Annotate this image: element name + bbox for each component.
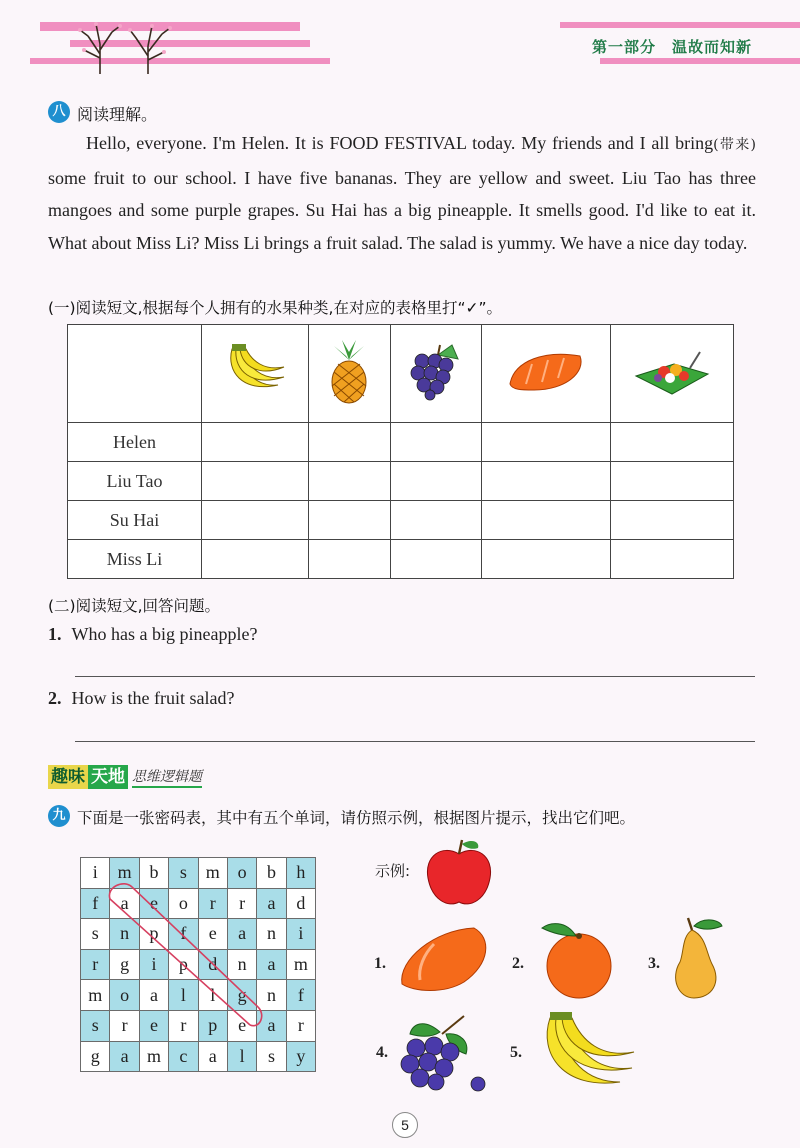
example-label: 示例: [375,862,411,880]
check-cell[interactable] [610,462,733,501]
grid-cell[interactable]: r [227,888,256,919]
grid-cell[interactable]: i [286,919,315,950]
table-header-cell [610,325,733,423]
check-cell[interactable] [202,462,309,501]
picture-number: 5. [510,1044,522,1061]
grid-cell[interactable]: f [81,888,110,919]
check-cell[interactable] [309,462,390,501]
row-name: Liu Tao [68,462,202,501]
grid-row [81,1010,316,1041]
check-cell[interactable] [390,501,481,540]
grid-cell[interactable]: a [257,949,286,980]
grid-cell[interactable]: b [257,858,286,889]
fruit-salad-icon [634,346,710,396]
table-row [68,501,734,540]
question-number: 1. [48,624,62,644]
check-cell[interactable] [309,423,390,462]
grid-cell[interactable]: d [198,949,227,980]
check-cell[interactable] [610,423,733,462]
grid-cell[interactable]: s [81,1010,110,1041]
question-2 [48,688,234,709]
grapes-icon [394,1012,494,1094]
picture-number: 1. [374,955,386,972]
grid-cell[interactable]: a [139,980,168,1011]
grid-cell[interactable]: p [169,949,198,980]
section-title: 阅读理解。 [77,105,158,124]
mango-icon [506,346,586,396]
word-grid [80,857,316,1072]
passage-text: Hello, everyone. I'm Helen. It is FOOD FESTIVAL today. My friends and I all bring [86,133,714,153]
grid-row [81,1041,316,1072]
fruit-table [67,324,734,579]
table-corner-cell [68,325,202,423]
banana-icon [222,341,288,401]
table-header-cell [309,325,390,423]
picture-number: 4. [376,1044,388,1061]
grid-cell[interactable]: m [198,858,227,889]
grid-cell[interactable]: r [169,1010,198,1041]
table-header-cell [202,325,309,423]
part2-instruction: (二)阅读短文,回答问题。 [48,597,221,615]
table-header-cell [481,325,610,423]
grid-cell[interactable]: l [227,1041,256,1072]
check-cell[interactable] [481,462,610,501]
check-cell[interactable] [610,501,733,540]
grid-cell[interactable]: g [110,949,139,980]
question-number: 2. [48,688,62,708]
pineapple-icon [324,338,374,404]
picture-number: 3. [648,955,660,972]
section-badge: 九 [48,805,70,827]
part1-instruction: (一)阅读短文,根据每个人拥有的水果种类,在对应的表格里打“✓”。 [48,299,502,317]
grid-cell[interactable]: a [257,888,286,919]
grid-cell[interactable]: f [169,919,198,950]
grid-cell[interactable]: p [198,1010,227,1041]
fun-label-b: 天地 [88,765,128,789]
grid-cell[interactable]: n [110,919,139,950]
check-cell[interactable] [202,501,309,540]
check-cell[interactable] [309,501,390,540]
grid-row [81,858,316,889]
page-header [0,0,800,78]
row-name: Miss Li [68,540,202,579]
question-text: How is the fruit salad? [71,688,235,708]
grid-cell[interactable]: y [286,1041,315,1072]
table-row [68,462,734,501]
picture-number: 2. [512,955,524,972]
grid-cell[interactable]: f [286,980,315,1011]
grid-cell[interactable]: c [169,1041,198,1072]
grid-cell[interactable]: m [81,980,110,1011]
row-name: Helen [68,423,202,462]
reading-passage [48,127,756,259]
grid-cell[interactable]: s [257,1041,286,1072]
grid-cell[interactable]: r [286,1010,315,1041]
section-title: 下面是一张密码表，其中有五个单词，请仿照示例，根据图片提示，找出它们吧。 [77,809,636,827]
check-cell[interactable] [481,501,610,540]
grid-cell[interactable]: o [110,980,139,1011]
check-cell[interactable] [610,540,733,579]
grid-cell[interactable]: r [198,888,227,919]
mango-icon [394,924,494,994]
grid-cell[interactable]: a [110,888,139,919]
grid-cell[interactable]: s [81,919,110,950]
grid-cell[interactable]: l [198,980,227,1011]
grid-cell[interactable]: n [227,949,256,980]
grid-cell[interactable]: o [227,858,256,889]
grid-row [81,919,316,950]
grid-cell[interactable]: a [257,1010,286,1041]
table-row [68,540,734,579]
grid-cell[interactable]: a [198,1041,227,1072]
grid-cell[interactable]: n [257,980,286,1011]
passage-text: some fruit to our school. I have five bananas. They are yellow and sweet. Liu Tao has three mangoes and some purple grapes. Su Hai has a big pineapple. It smells good. I'd like to eat it. What about Miss Li? Miss Li brings a fruit salad. The salad is yummy. We have a nice day today. [48,167,756,253]
table-header-cell [390,325,481,423]
question-text: Who has a big pineapple? [71,624,258,644]
grapes-icon [408,341,464,401]
check-cell[interactable] [390,462,481,501]
grid-cell[interactable]: g [81,1041,110,1072]
row-name: Su Hai [68,501,202,540]
grid-row [81,949,316,980]
grid-cell[interactable]: m [110,858,139,889]
grid-cell[interactable]: l [169,980,198,1011]
trees-icon [70,14,180,76]
grid-cell[interactable]: h [286,858,315,889]
answer-line-1[interactable] [75,676,755,677]
grid-cell[interactable]: o [169,888,198,919]
passage-note: (带来) [713,137,756,153]
check-cell[interactable] [202,423,309,462]
grid-cell[interactable]: r [110,1010,139,1041]
grid-cell[interactable]: i [81,858,110,889]
grid-cell[interactable]: e [227,1010,256,1041]
grid-cell[interactable]: e [198,919,227,950]
grid-cell[interactable]: a [227,919,256,950]
check-cell[interactable] [390,540,481,579]
header-band [600,58,800,64]
grid-cell[interactable]: r [81,949,110,980]
check-cell[interactable] [202,540,309,579]
grid-cell[interactable]: e [139,1010,168,1041]
fun-label-a: 趣味 [48,765,88,789]
header-band [560,22,800,28]
grid-row [81,888,316,919]
question-1 [48,624,257,645]
grid-cell[interactable]: e [139,888,168,919]
banana-icon [536,1010,636,1096]
grid-cell[interactable]: a [110,1041,139,1072]
grid-cell[interactable]: p [139,919,168,950]
fun-section-banner [48,764,202,790]
grid-cell[interactable]: i [139,949,168,980]
check-cell[interactable] [481,540,610,579]
grid-cell[interactable]: s [169,858,198,889]
orange-icon [536,918,622,1000]
section-badge: 八 [48,101,70,123]
page-number: 5 [392,1112,418,1138]
grid-cell[interactable]: d [286,888,315,919]
fun-label-c: 思维逻辑题 [132,766,202,788]
table-row [68,423,734,462]
check-cell[interactable] [390,423,481,462]
answer-line-2[interactable] [75,741,755,742]
grid-cell[interactable]: n [257,919,286,950]
grid-cell[interactable]: b [139,858,168,889]
apple-icon [422,838,496,910]
check-cell[interactable] [481,423,610,462]
pear-icon [666,916,728,1002]
grid-cell[interactable]: m [286,949,315,980]
grid-cell[interactable]: m [139,1041,168,1072]
header-title: 第一部分 温故而知新 [591,38,752,56]
grid-cell[interactable]: g [227,980,256,1011]
grid-row [81,980,316,1011]
check-cell[interactable] [309,540,390,579]
